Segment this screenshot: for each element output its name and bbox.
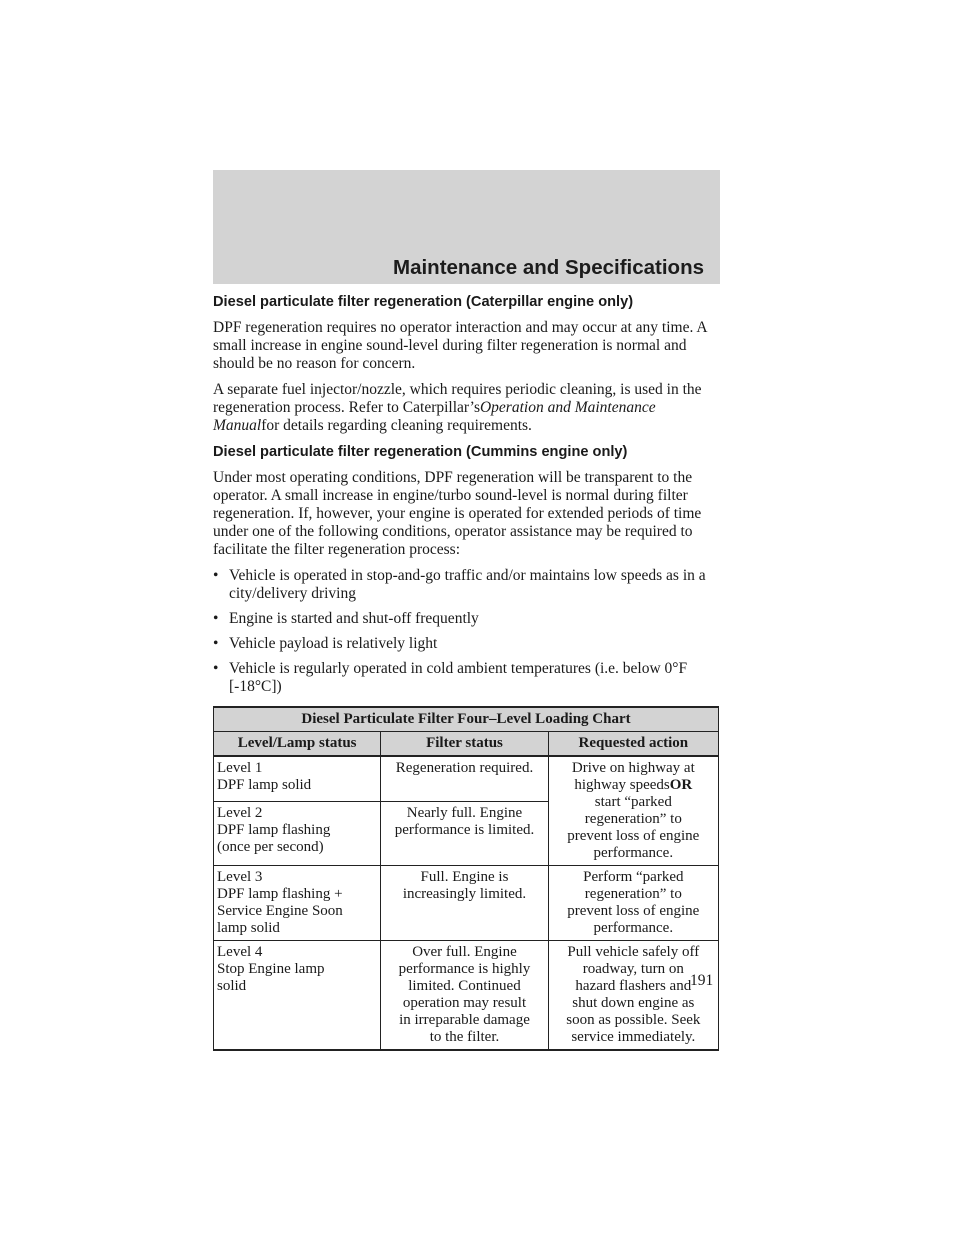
cell-line: Drive on highway at bbox=[571, 760, 695, 776]
cell-line: Over full. Engine bbox=[412, 944, 517, 960]
table-row bbox=[214, 941, 719, 1051]
bullet-icon: • bbox=[213, 610, 219, 627]
page-content bbox=[213, 293, 723, 1051]
bullet-icon: • bbox=[213, 660, 219, 677]
level-cell bbox=[214, 802, 381, 866]
cell-line: solid bbox=[217, 978, 247, 994]
filter-cell bbox=[381, 756, 548, 802]
cell-line: Level 1 bbox=[217, 760, 263, 776]
filter-cell bbox=[381, 802, 548, 866]
table-title-row bbox=[214, 707, 719, 732]
cell-line: in irreparable damage bbox=[399, 1012, 530, 1028]
column-header-action: Requested action bbox=[548, 732, 718, 757]
cell-line: Regeneration required. bbox=[395, 760, 534, 776]
page-number: 191 bbox=[690, 972, 714, 989]
column-header-filter: Filter status bbox=[381, 732, 548, 757]
filter-cell bbox=[381, 941, 548, 1051]
caterpillar-heading: Diesel particulate filter regeneration (Caterpillar engine only) bbox=[213, 294, 634, 310]
table-row bbox=[214, 756, 719, 802]
cell-line: DPF lamp solid bbox=[217, 777, 312, 793]
list-item bbox=[213, 635, 723, 653]
bullet-icon: • bbox=[213, 567, 219, 584]
filter-cell bbox=[381, 866, 548, 941]
para2-start: A separate fuel injector/nozzle, which requires periodic cleaning, is used in the regeneration process. Refer to Caterpillar’s bbox=[213, 381, 702, 416]
cell-line: operation may result bbox=[402, 995, 527, 1011]
caterpillar-paragraph-1: DPF regeneration requires no operator interaction and may occur at any time. A small increase in engine sound-level during filter regeneration is normal and should be no reason for concern. bbox=[213, 319, 707, 372]
list-item-text: Vehicle is regularly operated in cold ambient temperatures (i.e. below 0°F [-18°C]) bbox=[229, 660, 688, 695]
cell-line: limited. Continued bbox=[408, 978, 521, 994]
header-band bbox=[213, 170, 720, 284]
cummins-paragraph: Under most operating conditions, DPF regeneration will be transparent to the operator. A small increase in engine/turbo sound-level is normal during filter regeneration. If, however, your engine is operated for extended periods of time under one of the following conditions, operator assistance may be required to facilitate the filter regeneration process: bbox=[213, 469, 702, 558]
list-item bbox=[213, 567, 723, 603]
cell-line: roadway, turn on bbox=[582, 961, 684, 977]
cell-line: Perform “parked bbox=[583, 869, 684, 885]
list-item bbox=[213, 660, 723, 696]
list-item-text: Vehicle payload is relatively light bbox=[229, 635, 438, 652]
cell-line: DPF lamp flashing bbox=[217, 822, 331, 839]
cell-line: performance. bbox=[593, 845, 674, 861]
cell-line: hazard flashers and bbox=[575, 978, 692, 994]
cell-line: Level 2 bbox=[217, 805, 263, 822]
table-title: Diesel Particulate Filter Four–Level Loading Chart bbox=[214, 707, 719, 732]
bullet-icon: • bbox=[213, 635, 219, 652]
cell-line: DPF lamp flashing + bbox=[217, 886, 343, 902]
manual-title: Operation and Maintenance Manual bbox=[213, 399, 656, 434]
cell-line bbox=[552, 777, 715, 794]
cell-text: highway speeds bbox=[574, 777, 670, 793]
action-cell bbox=[548, 866, 718, 941]
cell-line: Nearly full. Engine bbox=[406, 805, 523, 822]
action-cell bbox=[548, 941, 718, 1051]
cell-line: lamp solid bbox=[217, 920, 280, 936]
cummins-heading: Diesel particulate filter regeneration (Cummins engine only) bbox=[213, 444, 628, 460]
list-item bbox=[213, 610, 723, 628]
cell-line: shut down engine as bbox=[572, 995, 695, 1011]
cell-line: start “parked bbox=[594, 794, 672, 810]
caterpillar-paragraph-2 bbox=[213, 381, 723, 435]
cell-line: Pull vehicle safely off bbox=[567, 944, 700, 960]
section-title: Maintenance and Specifications bbox=[393, 256, 704, 279]
cell-line: regeneration” to bbox=[584, 811, 682, 827]
cell-line: to the filter. bbox=[429, 1029, 500, 1045]
cell-line: Service Engine Soon bbox=[217, 903, 343, 919]
cell-line: Stop Engine lamp bbox=[217, 961, 325, 977]
cell-line: Level 3 bbox=[217, 869, 263, 885]
level-cell bbox=[214, 756, 381, 802]
cell-line: prevent loss of engine bbox=[567, 903, 700, 919]
column-header-level: Level/Lamp status bbox=[214, 732, 381, 757]
cell-line: (once per second) bbox=[217, 839, 324, 856]
level-cell bbox=[214, 866, 381, 941]
or-emphasis: OR bbox=[669, 777, 693, 793]
action-cell-shared bbox=[548, 756, 718, 866]
table-row bbox=[214, 866, 719, 941]
cell-line: soon as possible. Seek bbox=[566, 1012, 701, 1028]
conditions-list bbox=[213, 567, 723, 696]
cell-line: performance is highly bbox=[398, 961, 531, 977]
level-cell bbox=[214, 941, 381, 1051]
cell-line: Level 4 bbox=[217, 944, 263, 960]
list-item-text: Engine is started and shut-off frequently bbox=[229, 610, 479, 627]
cell-line: increasingly limited. bbox=[402, 886, 527, 902]
cell-line: performance is limited. bbox=[394, 822, 535, 839]
list-item-text: Vehicle is operated in stop-and-go traffic and/or maintains low speeds as in a city/delivery driving bbox=[229, 567, 706, 602]
table-header-row bbox=[214, 732, 719, 757]
cell-line: service immediately. bbox=[571, 1029, 696, 1045]
loading-chart-table bbox=[213, 706, 719, 1051]
para2-end: for details regarding cleaning requirements. bbox=[261, 417, 532, 434]
cell-line: performance. bbox=[593, 920, 674, 936]
cell-line: Full. Engine is bbox=[420, 869, 509, 885]
cell-line: prevent loss of engine bbox=[567, 828, 700, 844]
cell-line: regeneration” to bbox=[584, 886, 682, 902]
